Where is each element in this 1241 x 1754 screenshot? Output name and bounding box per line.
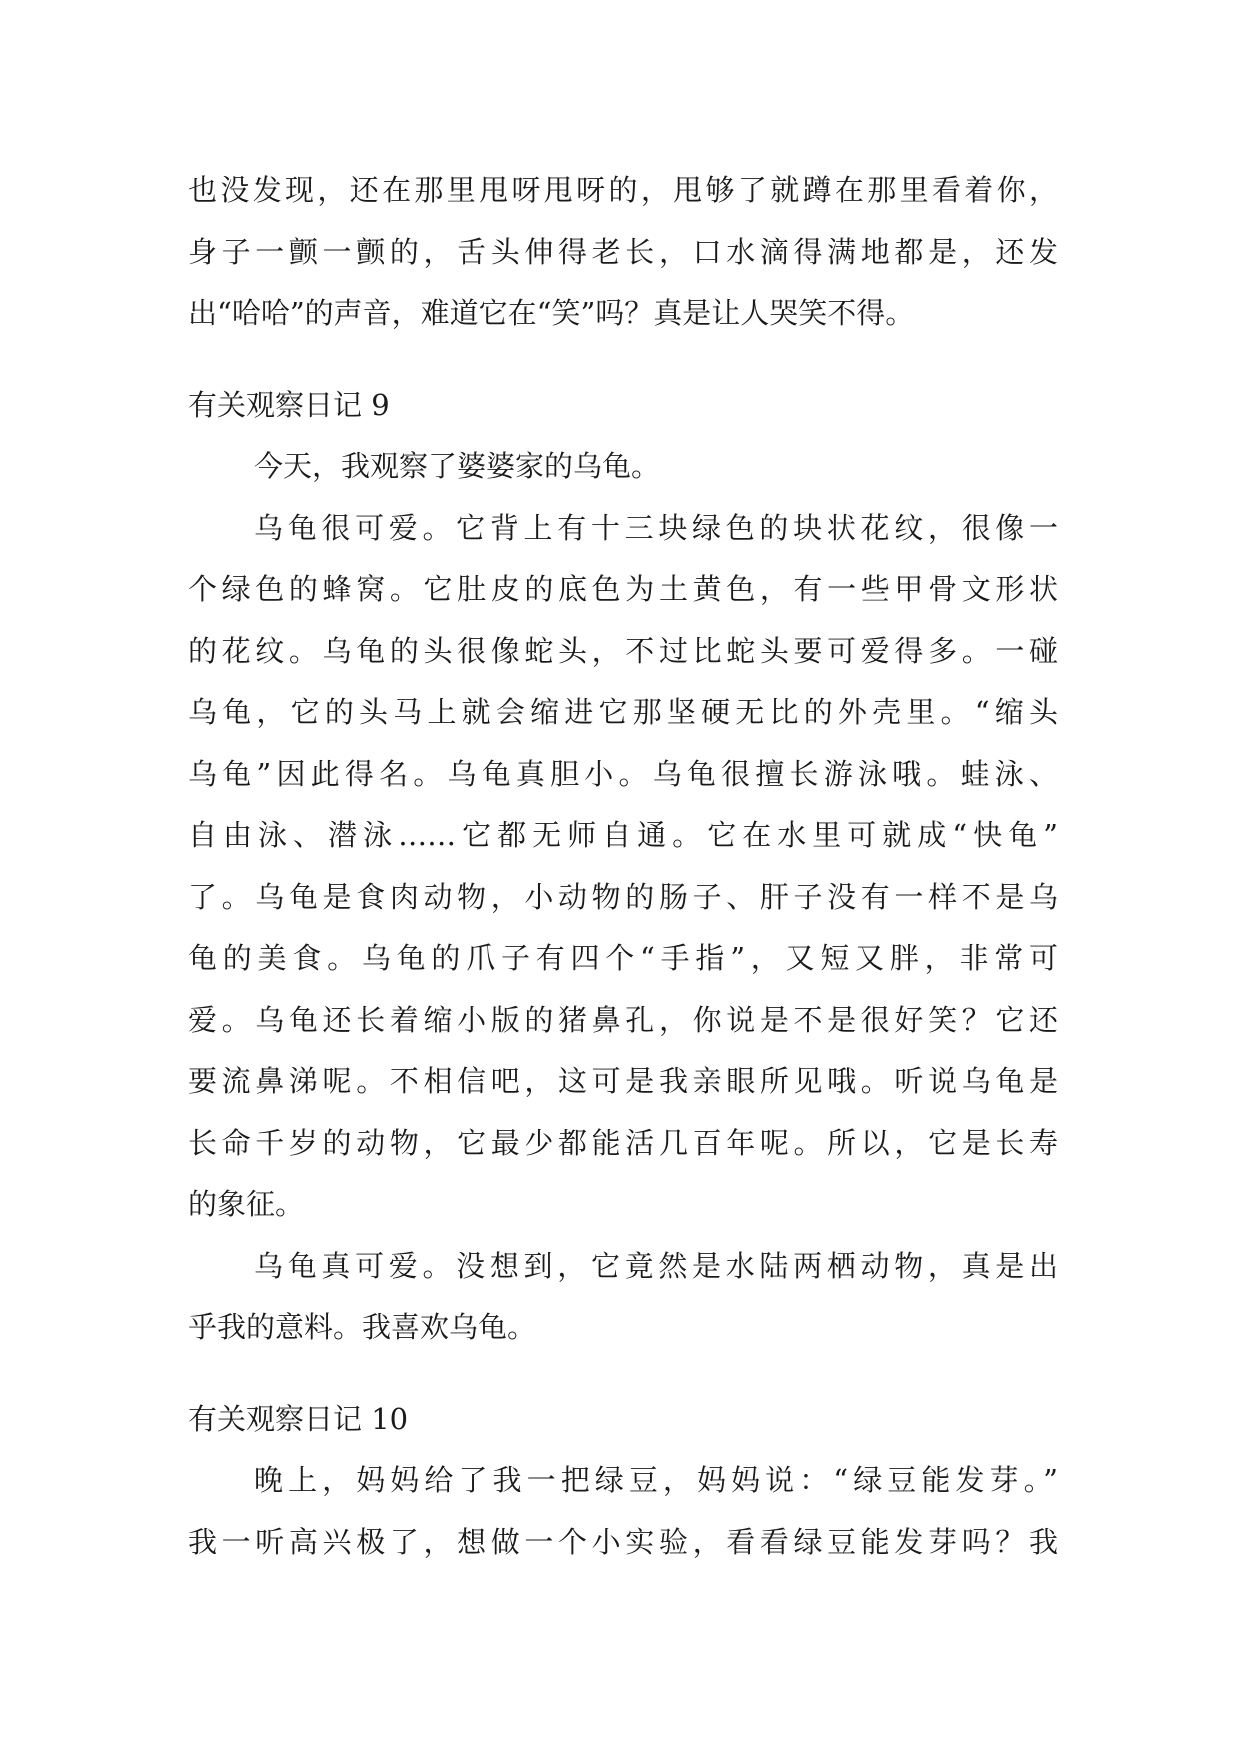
text-line: 要流鼻涕呢。不相信吧，这可是我亲眼所见哦。听说乌龟是 <box>188 1064 1058 1098</box>
document-body <box>188 160 1058 1573</box>
intro-paragraph <box>188 160 1058 345</box>
text-line: 今天，我观察了婆婆家的乌龟。 <box>254 449 661 483</box>
text-line: 晚上，妈妈给了我一把绿豆，妈妈说：“绿豆能发芽。” <box>254 1463 1058 1497</box>
section9-paragraph-1 <box>188 436 1058 498</box>
section-gap <box>188 1359 1058 1389</box>
text-line: 长命千岁的动物，它最少都能活几百年呢。所以，它是长寿 <box>188 1125 1058 1160</box>
section-title-10: 有关观察日记 10 <box>188 1401 409 1436</box>
text-line: 乎我的意料。我喜欢乌龟。 <box>188 1310 537 1344</box>
text-line: 了。乌龟是食肉动物，小动物的肠子、肝子没有一样不是乌 <box>188 879 1058 914</box>
section9-paragraph-3 <box>188 1236 1058 1359</box>
text-line: 也没发现，还在那里甩呀甩呀的，甩够了就蹲在那里看着你， <box>188 173 1058 207</box>
text-line: 龟的美食。乌龟的爪子有四个“手指”，又短又胖，非常可 <box>188 941 1058 975</box>
text-line: 出“哈哈”的声音，难道它在“笑”吗？真是让人哭笑不得。 <box>188 296 915 330</box>
section-title-9: 有关观察日记 9 <box>188 387 390 422</box>
text-line: 我一听高兴极了，想做一个小实验，看看绿豆能发芽吗？我 <box>188 1524 1058 1559</box>
text-line: 乌龟，它的头马上就会缩进它那坚硬无比的外壳里。“缩头 <box>188 695 1058 729</box>
text-line: 自由泳、潜泳……它都无师自通。它在水里可就成“快龟” <box>188 818 1058 852</box>
text-line: 乌龟很可爱。它背上有十三块绿色的块状花纹，很像一 <box>254 510 1058 545</box>
section10-paragraph-1 <box>188 1450 1058 1573</box>
text-line: 的花纹。乌龟的头很像蛇头，不过比蛇头要可爱得多。一碰 <box>188 633 1058 668</box>
section9-paragraph-2 <box>188 498 1058 1236</box>
text-line: 个绿色的蜂窝。它肚皮的底色为土黄色，有一些甲骨文形状 <box>188 572 1058 606</box>
section-gap <box>188 345 1058 375</box>
text-line: 乌龟真可爱。没想到，它竟然是水陆两栖动物，真是出 <box>254 1248 1058 1283</box>
text-line: 乌龟”因此得名。乌龟真胆小。乌龟很擅长游泳哦。蛙泳、 <box>188 756 1058 791</box>
text-line: 身子一颤一颤的，舌头伸得老长，口水滴得满地都是，还发 <box>188 234 1058 269</box>
text-line: 爱。乌龟还长着缩小版的猪鼻孔，你说是不是很好笑？它还 <box>188 1002 1058 1037</box>
text-line: 的象征。 <box>188 1187 305 1221</box>
